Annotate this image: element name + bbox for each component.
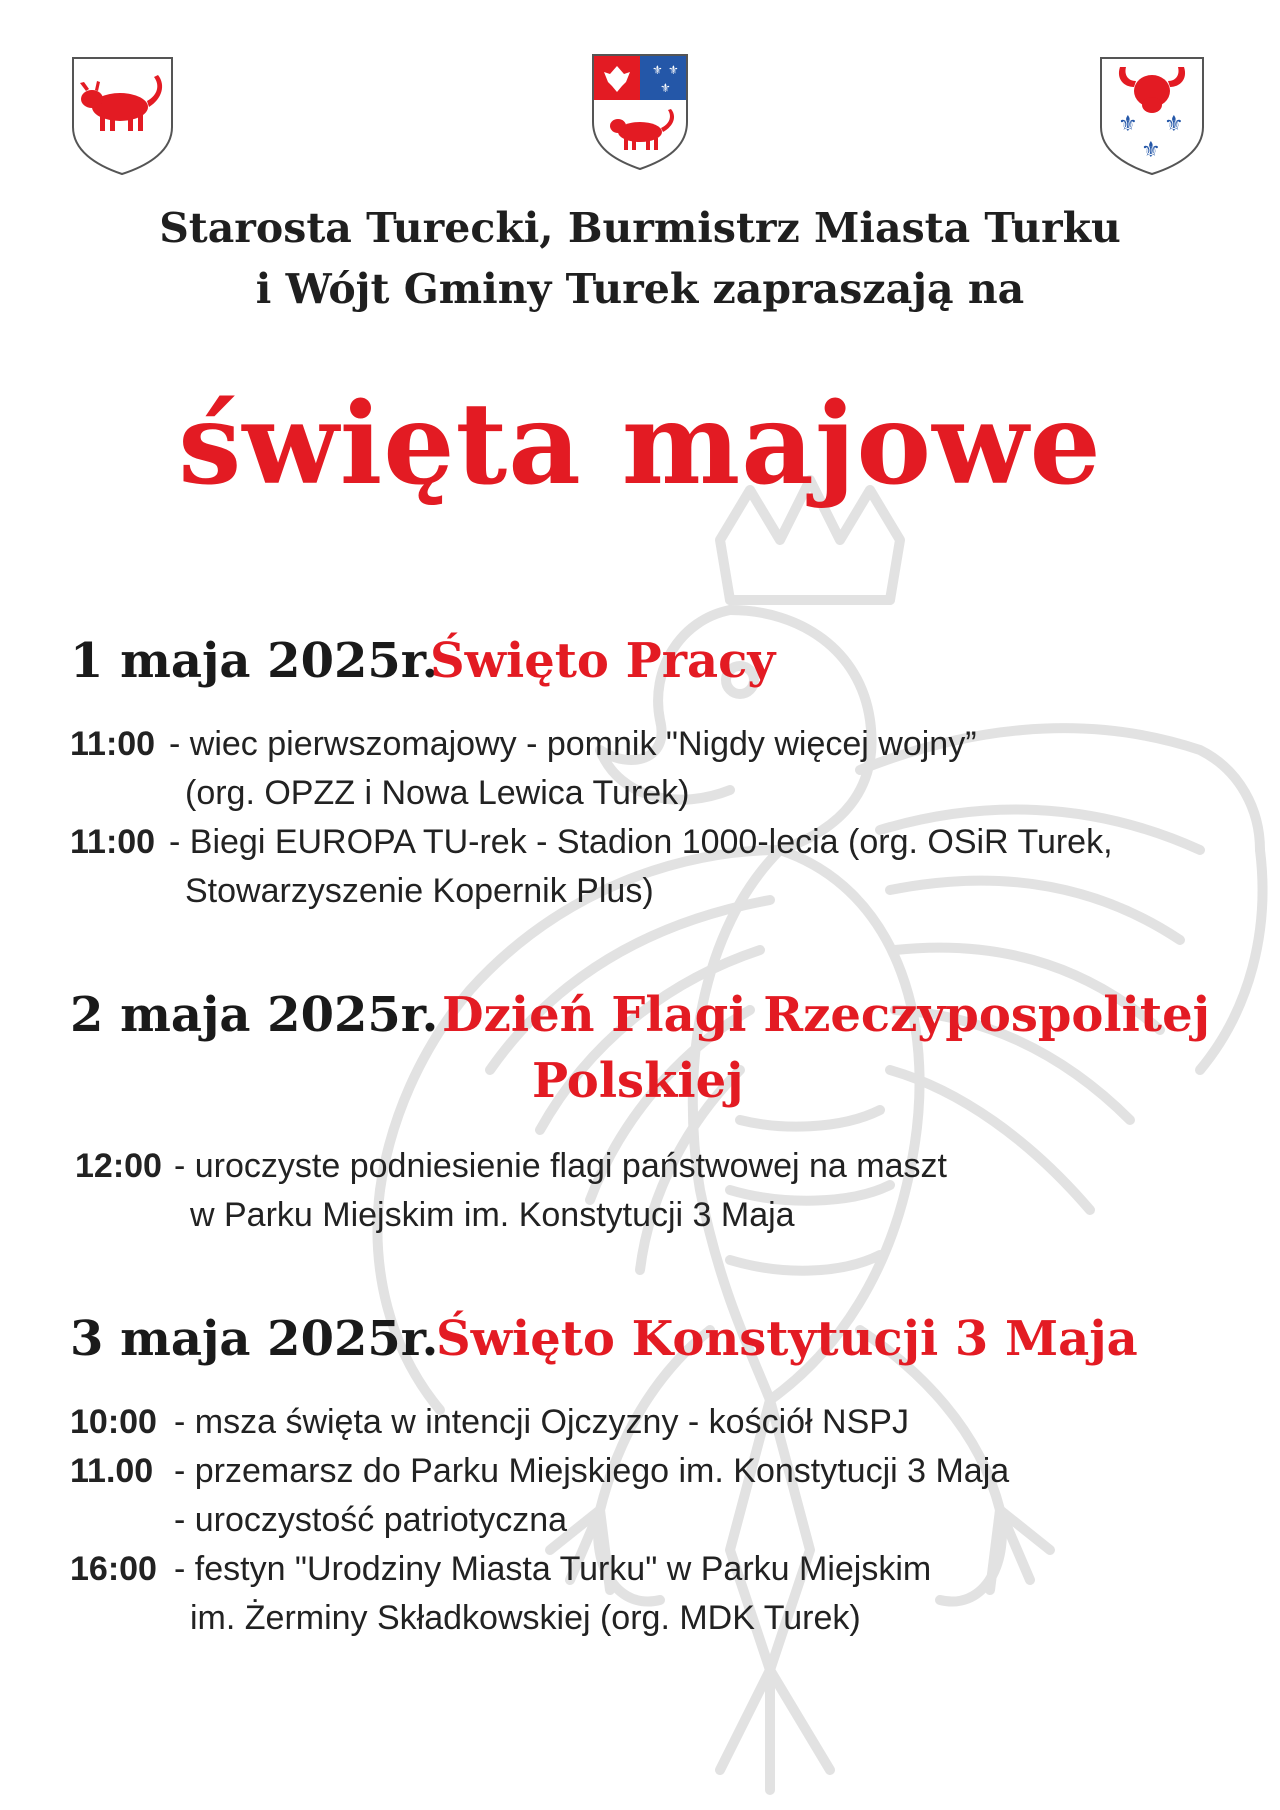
event-description-cont: im. Żerminy Składkowskiej (org. MDK Turek) [190, 1599, 861, 1637]
event-description: - festyn "Urodziny Miasta Turku" w Parku Miejskim [174, 1550, 932, 1588]
svg-text:⚜: ⚜ [652, 63, 663, 77]
svg-text:⚜: ⚜ [660, 81, 671, 95]
bull-crest-icon [70, 55, 175, 177]
section-name: Dzień Flagi Rzeczypospolitej [442, 987, 1210, 1043]
section-may-3 [70, 1306, 1240, 1637]
event-description: - wiec pierwszomajowy - pomnik "Nigdy więcej wojny” [169, 725, 977, 763]
county-crest-icon [590, 52, 690, 172]
event-description: - przemarsz do Parku Miejskiego im. Konstytucji 3 Maja [174, 1452, 1010, 1490]
svg-text:⚜: ⚜ [1164, 111, 1184, 136]
event-time: 16:00 [70, 1550, 157, 1588]
section-name-cont: Polskiej [532, 1053, 744, 1109]
bull-head-crest-icon [1098, 55, 1206, 177]
section-may-2 [70, 982, 1240, 1234]
event-time: 11:00 [70, 725, 156, 763]
event-time: 10:00 [70, 1403, 157, 1441]
section-may-1 [70, 628, 1240, 910]
event-time: 12:00 [75, 1147, 162, 1185]
event-time: 11.00 [70, 1452, 154, 1490]
svg-text:⚜: ⚜ [1118, 111, 1138, 136]
event-description: - uroczyste podniesienie flagi państwowej na maszt [174, 1147, 947, 1185]
event-description-cont: (org. OPZZ i Nowa Lewica Turek) [185, 774, 690, 812]
svg-text:⚜: ⚜ [668, 63, 679, 77]
event-description-cont: w Parku Miejskim im. Konstytucji 3 Maja [190, 1196, 795, 1234]
event-description-cont: Stowarzyszenie Kopernik Plus) [185, 872, 654, 910]
section-name: Święto Pracy [430, 633, 776, 689]
event-description: - msza święta w intencji Ojczyzny - kościół NSPJ [174, 1403, 909, 1441]
svg-text:⚜: ⚜ [1141, 137, 1161, 162]
section-date: 3 maja 2025r. [70, 1311, 439, 1367]
section-name: Święto Konstytucji 3 Maja [436, 1311, 1138, 1367]
event-description: - Biegi EUROPA TU-rek - Stadion 1000-lecia (org. OSiR Turek, [169, 823, 1113, 861]
event-time: 11:00 [70, 823, 156, 861]
header-line-2: i Wójt Gminy Turek zapraszają na [255, 265, 1025, 313]
page-title: święta majowe [178, 379, 1102, 510]
event-description-cont: - uroczystość patriotyczna [174, 1501, 568, 1539]
invitation-header [0, 198, 1280, 320]
header-line-1: Starosta Turecki, Burmistrz Miasta Turku [159, 204, 1121, 252]
section-date: 1 maja 2025r. [70, 633, 439, 689]
section-date: 2 maja 2025r. [70, 987, 439, 1043]
